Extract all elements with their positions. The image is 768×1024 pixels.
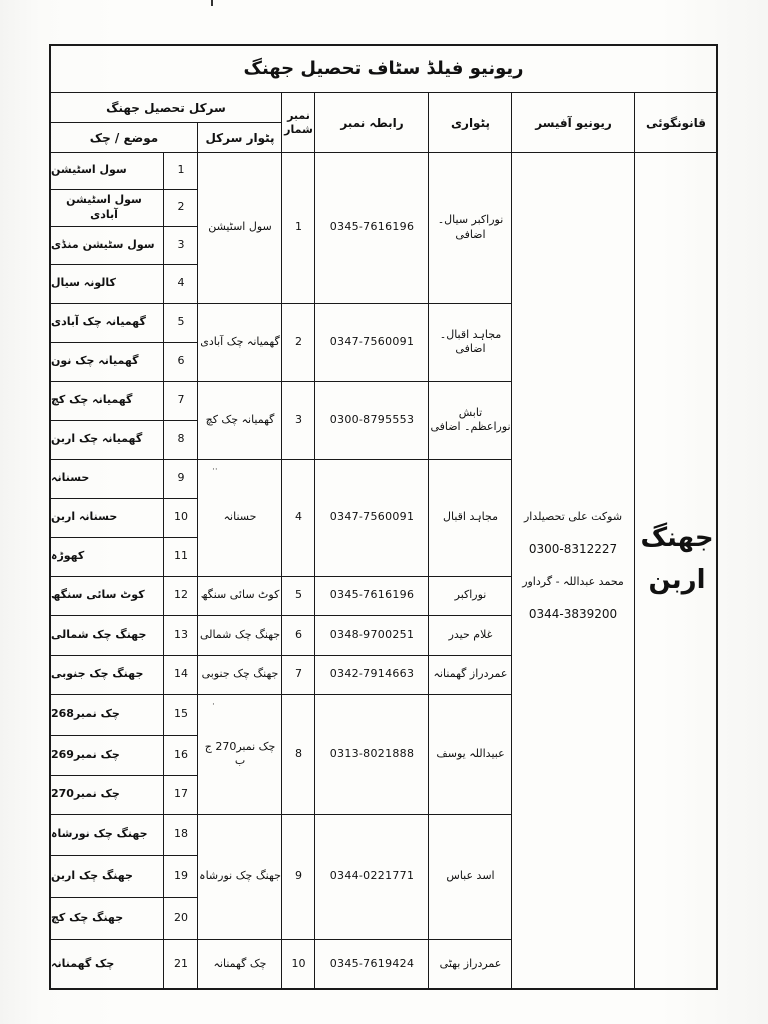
mauza-name: جھنگ چک جنوبی [51, 667, 144, 681]
contact-number: 0347-7560091 [329, 510, 415, 524]
mauza-name: سول اسٹیشن [51, 163, 127, 177]
mauza-name: حسنانہ اربن [51, 510, 118, 524]
header-patwari: پٹواری [451, 115, 490, 130]
mauza-name: جھنگ چک نورشاہ [51, 827, 148, 841]
header-qanungoi: قانونگوئی [645, 115, 707, 130]
patwari-name: نوراکبر [454, 588, 487, 602]
contact-number: 0300-8795553 [329, 412, 415, 426]
header-patwar-circle: پٹوار سرکل [205, 130, 275, 145]
gardawar-name: محمد عبداللہ - گرداور [522, 574, 624, 588]
contact-number: 0347-7560091 [329, 334, 415, 348]
contact-number: 0345-7619424 [329, 957, 415, 971]
patwari-name: تابش نوراعظم۔ اضافی [430, 405, 511, 433]
serial-number: 5 [295, 588, 302, 602]
mauza-number: 20 [174, 910, 188, 924]
mauza-name: سول اسٹیشن آبادی [66, 193, 142, 221]
serial-number: 7 [295, 667, 302, 681]
mauza-number: 21 [174, 957, 188, 971]
scan-mark [211, 0, 213, 6]
patwari-name: مجاہد اقبال۔ اضافی [439, 327, 502, 355]
serial-number: 8 [295, 746, 302, 760]
scan-dot: ·· [212, 465, 218, 475]
patwar-circle: چک نمبر270 ج ب [204, 739, 276, 767]
patwari-name: اسد عباس [446, 869, 495, 883]
header-serial: نمبر شمار [284, 109, 313, 136]
mauza-number: 17 [174, 787, 188, 801]
serial-number: 3 [295, 412, 302, 426]
mauza-number: 19 [174, 868, 188, 882]
contact-number: 0342-7914663 [329, 667, 415, 681]
mauza-name: حسنانہ [51, 471, 90, 485]
gardawar-phone: 0344-3839200 [528, 606, 618, 621]
mauza-name: چک گھمنانہ [51, 957, 115, 971]
mauza-name: کالونہ سیال [51, 276, 116, 290]
patwar-circle: سول اسٹیشن [208, 220, 272, 234]
patwari-name: غلام حیدر [448, 627, 493, 641]
mauza-number: 1 [177, 163, 185, 177]
header-contact: رابطہ نمبر [340, 115, 404, 130]
mauza-number: 13 [174, 627, 188, 641]
mauza-number: 5 [177, 315, 185, 329]
mauza-name: گھمیانہ چک نون [51, 354, 139, 368]
patwari-name: مجاہد اقبال [442, 510, 499, 524]
mauza-number: 3 [177, 237, 185, 251]
patwar-circle: کوٹ سائی سنگھ [200, 588, 280, 602]
revenue-officer-cell [512, 500, 634, 630]
serial-number: 6 [295, 627, 302, 641]
patwar-circle: جھنگ چک شمالی [199, 627, 281, 641]
mauza-number: 7 [177, 393, 185, 407]
patwar-circle: جھنگ چک جنوبی [201, 667, 279, 681]
serial-number: 1 [295, 220, 302, 234]
contact-number: 0345-7616196 [329, 220, 415, 234]
serial-number: 10 [291, 957, 306, 971]
patwar-circle: گھمیانہ چک کچ [205, 412, 275, 426]
contact-number: 0345-7616196 [329, 588, 415, 602]
patwar-circle: حسنانہ [223, 510, 257, 524]
mauza-name: چک نمبر270 [51, 787, 120, 801]
mauza-name: کوٹ سائی سنگھ [51, 588, 145, 602]
serial-number: 2 [295, 334, 302, 348]
mauza-number: 8 [177, 432, 185, 446]
mauza-number: 15 [174, 707, 188, 721]
mauza-number: 11 [174, 549, 188, 563]
mauza-name: جھنگ چک شمالی [51, 627, 147, 641]
qanungoi-cell [636, 490, 718, 630]
scan-dot: · [212, 700, 215, 710]
mauza-name: کھوڑہ [51, 549, 85, 563]
mauza-name: گھمیانہ چک کچ [51, 393, 133, 407]
header-revenue-officer: ریونیو آفیسر [535, 115, 612, 130]
mauza-name: جھنگ چک اربن [51, 868, 133, 882]
mauza-name: چک نمبر268 [51, 707, 120, 721]
header-mauza: موضع / چک [89, 130, 159, 145]
mauza-name: سول سٹیشن منڈی [51, 237, 155, 251]
mauza-number: 4 [177, 276, 185, 290]
serial-number: 4 [295, 510, 302, 524]
mauza-number: 10 [174, 510, 188, 524]
contact-number: 0344-0221771 [329, 869, 415, 883]
mauza-name: چک نمبر269 [51, 747, 120, 761]
contact-number: 0313-8021888 [329, 746, 415, 760]
mauza-number: 14 [174, 667, 188, 681]
patwari-name: نوراکبر سیال۔ اضافی [437, 213, 504, 241]
mauza-number: 6 [177, 354, 185, 368]
header-circle-tehsil: سرکل تحصیل جھنگ [106, 100, 226, 115]
mauza-number: 9 [177, 471, 185, 485]
mauza-number: 18 [174, 827, 188, 841]
officer-phone: 0300-8312227 [528, 541, 618, 556]
qanungoi-line-1: جھنگ [640, 523, 714, 554]
patwari-name: عمردراز گھمنانہ [433, 667, 508, 681]
mauza-number: 2 [177, 200, 185, 214]
mauza-name: گھمیانہ چک آبادی [51, 315, 146, 329]
mauza-name: جھنگ چک کچ [51, 910, 124, 924]
patwari-name: عبیداللہ یوسف [436, 746, 505, 760]
contact-number: 0348-9700251 [329, 627, 415, 641]
qanungoi-line-2: اربن [648, 565, 706, 595]
patwar-circle: گھمیانہ چک آبادی [200, 334, 280, 348]
mauza-number: 12 [174, 588, 188, 602]
page-title: ریونیو فیلڈ سٹاف تحصیل جھنگ [243, 57, 524, 79]
patwar-circle: جھنگ چک نورشاہ [199, 869, 281, 883]
patwari-name: عمردراز بھٹی [439, 957, 502, 971]
patwar-circle: چک گھمنانہ [213, 957, 267, 971]
mauza-name: گھمیانہ چک اربن [51, 432, 143, 446]
officer-name: شوکت علی تحصیلدار [523, 509, 623, 523]
mauza-number: 16 [174, 747, 188, 761]
serial-number: 9 [295, 869, 302, 883]
